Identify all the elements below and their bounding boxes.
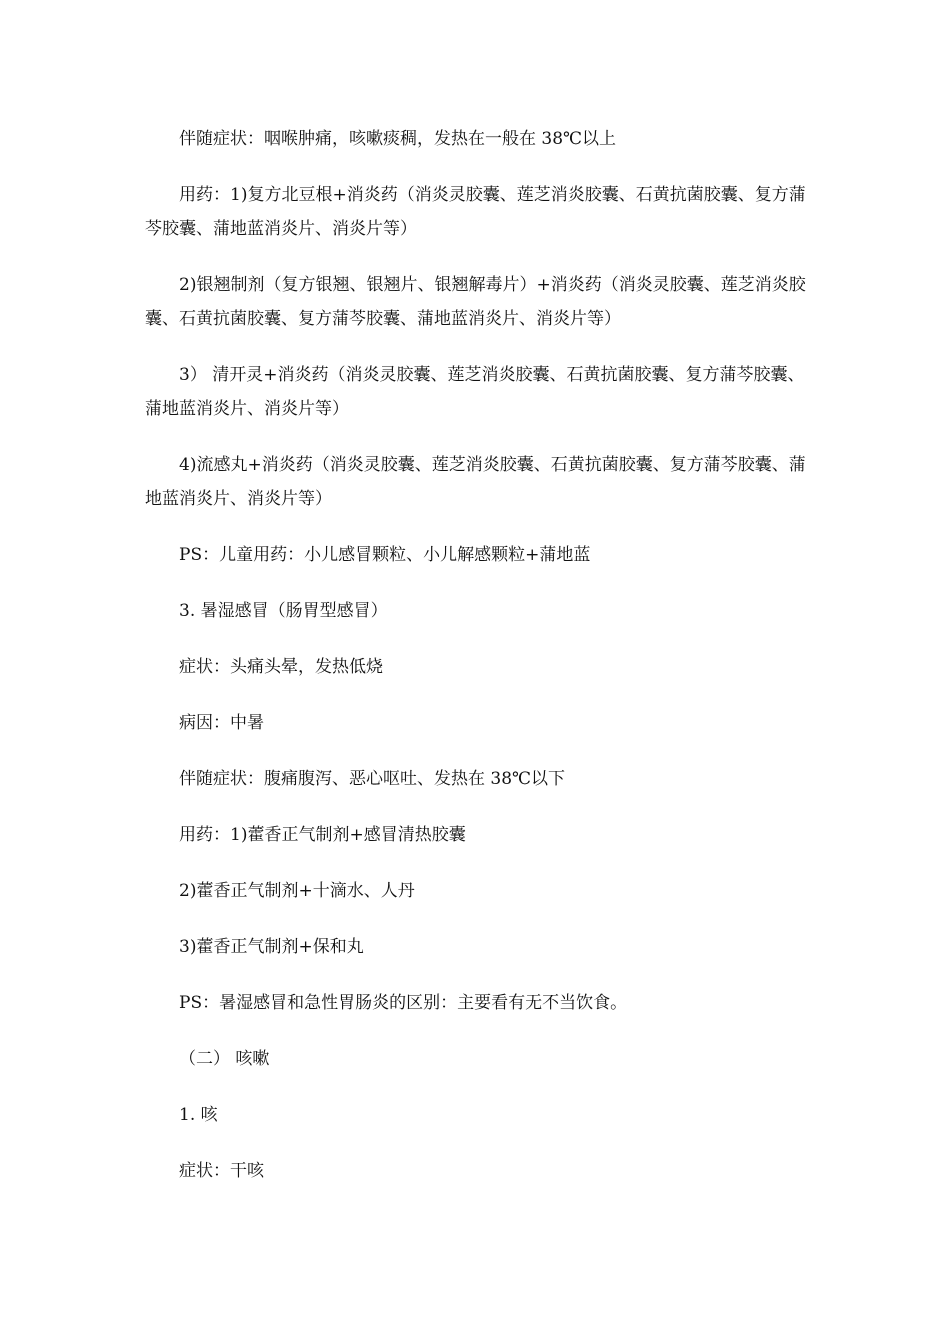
paragraph-symptoms: 症状：头痛头晕，发热低烧	[179, 657, 383, 677]
paragraph-medication-summer-3: 3)藿香正气制剂+保和丸	[179, 937, 364, 957]
heading-summer-damp-cold: 3. 暑湿感冒（肠胃型感冒）	[179, 601, 388, 621]
paragraph-accompanying-symptoms-2: 伴随症状：腹痛腹泻、恶心呕吐、发热在 38℃以下	[179, 769, 566, 789]
paragraph-medication-2: 2)银翘制剂（复方银翘、银翘片、银翘解毒片）+消炎药（消炎灵胶囊、莲芝消炎胶囊、石黄抗菌胶囊、复方蒲芩胶囊、蒲地蓝消炎片、消炎片等）	[145, 275, 806, 329]
paragraph-accompanying-symptoms-1: 伴随症状：咽喉肿痛，咳嗽痰稠，发热在一般在 38℃以上	[179, 129, 617, 149]
document-body	[145, 122, 810, 1188]
heading-cough-1: 1. 咳	[179, 1105, 218, 1125]
heading-cough-section: （二） 咳嗽	[179, 1049, 270, 1069]
paragraph-medication-1: 用药：1)复方北豆根+消炎药（消炎灵胶囊、莲芝消炎胶囊、石黄抗菌胶囊、复方蒲芩胶囊、蒲地蓝消炎片、消炎片等）	[145, 185, 806, 239]
paragraph-medication-summer-1: 用药：1)藿香正气制剂+感冒清热胶囊	[179, 825, 466, 845]
paragraph-ps-difference: PS：暑湿感冒和急性胃肠炎的区别：主要看有无不当饮食。	[179, 993, 628, 1013]
paragraph-medication-summer-2: 2)藿香正气制剂+十滴水、人丹	[179, 881, 415, 901]
paragraph-medication-4: 4)流感丸+消炎药（消炎灵胶囊、莲芝消炎胶囊、石黄抗菌胶囊、复方蒲芩胶囊、蒲地蓝消炎片、消炎片等）	[145, 455, 806, 509]
paragraph-ps-children: PS：儿童用药：小儿感冒颗粒、小儿解感颗粒+蒲地蓝	[179, 545, 591, 565]
paragraph-cause: 病因：中暑	[179, 713, 264, 733]
paragraph-dry-cough: 症状：干咳	[179, 1161, 264, 1181]
paragraph-medication-3: 3） 清开灵+消炎药（消炎灵胶囊、莲芝消炎胶囊、石黄抗菌胶囊、复方蒲芩胶囊、蒲地蓝消炎片、消炎片等）	[145, 365, 805, 419]
